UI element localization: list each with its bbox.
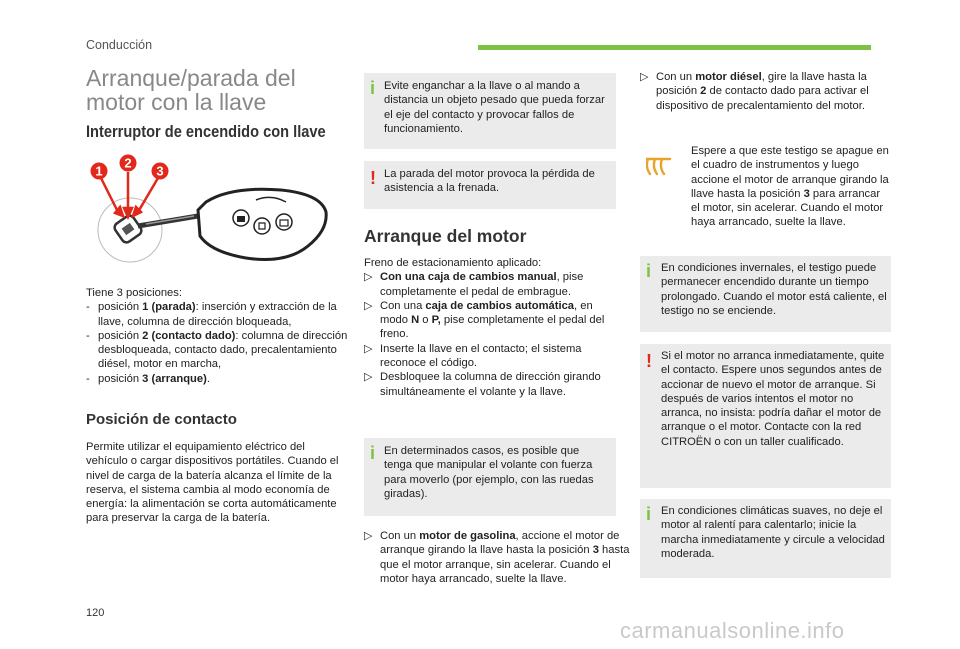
- info-box-text: En condiciones invernales, el testigo puede permanecer encendido durante un tiempo prolongado. Cuando el motor está caliente, el testigo no se enciende.: [661, 262, 887, 317]
- warning-box-no-start: [640, 344, 891, 488]
- info-box-text: En condiciones climáticas suaves, no deje el motor al ralentí para calentarlo; inicie la marcha inmediatamente y circule a velocidad moderada.: [661, 505, 885, 560]
- page-title-line-2: motor con la llave: [86, 89, 267, 115]
- page-title-line-1: Arranque/parada del: [86, 65, 296, 91]
- info-icon: i: [646, 504, 652, 524]
- warning-box-brake: [364, 161, 616, 209]
- position-item-1: - posición 1 (parada): inserción y extracción de la llave, columna de dirección bloqueada,: [86, 301, 337, 328]
- warning-icon: !: [646, 351, 652, 371]
- warning-box-text: La parada del motor provoca la pérdida de asistencia a la frenada.: [384, 168, 595, 195]
- warning-box-text: Si el motor no arranca inmediatamente, quite el contacto. Espere unos segundos antes de accionar de nuevo el motor de arranque. Si después de varios intentos el motor no arranca, no insista: podría dañar el motor de arranque o el motor. Contacte con la red CITROËN o con un taller cualificado.: [661, 350, 885, 448]
- info-box-mild-weather: [640, 499, 891, 578]
- position-item-2: - posición 2 (contacto dado): columna de dirección desbloqueada, contacto dado, precalentamiento diésel, motor en marcha,: [86, 329, 348, 371]
- info-box-key-weight: [364, 73, 616, 149]
- page-title: [86, 66, 296, 114]
- svg-text:3: 3: [156, 163, 164, 179]
- info-icon: i: [370, 443, 376, 463]
- start-step-2: ▷ Con una caja de cambios automática, en modo N o P, pise completamente el pedal del freno.: [364, 299, 605, 341]
- position-item-3: - posición 3 (arranque).: [86, 372, 210, 385]
- start-step-1: ▷ Con una caja de cambios manual, pise completamente el pedal de embrague.: [364, 271, 584, 298]
- brake-intro: Freno de estacionamiento aplicado:: [364, 257, 542, 269]
- positions-intro: Tiene 3 posiciones:: [86, 287, 182, 299]
- engine-start-title: Arranque del motor: [364, 226, 527, 246]
- start-step-3: ▷ Inserte la llave en el contacto; el sistema reconoce el código.: [364, 342, 582, 370]
- info-icon: i: [370, 78, 376, 98]
- petrol-engine-step: ▷ Con un motor de gasolina, accione el motor de arranque girando la llave hasta la posición 3 hasta que el motor arranque, sin acelerar. Cuando el motor haya arrancado, suelte la llave.: [364, 530, 630, 585]
- header-accent-bar: [478, 45, 871, 50]
- contact-position-title: Posición de contacto: [86, 411, 237, 428]
- info-box-winter: [640, 256, 891, 332]
- glow-plug-text: Espere a que este testigo se apague en el cuadro de instrumentos y luego accione el motor de arranque girando la llave hasta la posición 3 para arrancar el motor, sin acelerar. Cuando el motor haya arrancado, suelte la llave.: [691, 145, 889, 229]
- page-number: 120: [86, 607, 105, 619]
- info-box-steering: [364, 438, 616, 516]
- position-arrows: [101, 172, 158, 217]
- diesel-engine-step: ▷ Con un motor diésel, gire la llave hasta la posición 2 de contacto dado para activar el dispositivo de precalentamiento del motor.: [640, 71, 869, 112]
- positions-block: [86, 286, 348, 386]
- section-header: Conducción: [86, 38, 153, 52]
- watermark: carmanualsonline.info: [620, 618, 845, 643]
- svg-text:2: 2: [124, 155, 132, 171]
- position-badge-3: [152, 163, 169, 180]
- start-step-4: ▷ Desbloquee la columna de dirección girando simultáneamente el volante y la llave.: [364, 371, 601, 398]
- ignition-key-figure: [86, 150, 346, 280]
- position-badge-1: [91, 163, 108, 180]
- info-icon: i: [646, 261, 652, 281]
- warning-icon: !: [370, 168, 376, 188]
- info-box-text: En determinados casos, es posible que tenga que manipular el volante con fuerza para moverlo (por ejemplo, con las ruedas giradas).: [384, 445, 594, 500]
- subtitle: Interruptor de encendido con llave: [86, 122, 326, 141]
- svg-text:1: 1: [95, 163, 103, 179]
- info-box-text: Evite enganchar a la llave o al mando a distancia un objeto pesado que pueda forzar el eje del contacto y provocar fallos de funcionamiento.: [384, 80, 605, 135]
- contact-position-text: Permite utilizar el equipamiento eléctrico del vehículo o cargar dispositivos portátiles. Cuando el nivel de carga de la batería alcanza el límite de la reserva, el sistema cambia al modo economía de energía: la alimentación se corta automáticamente para preservar la carga de la batería.: [86, 441, 339, 525]
- start-steps-block: [364, 256, 616, 399]
- position-badge-2: [120, 155, 137, 172]
- glow-plug-icon: [646, 157, 672, 177]
